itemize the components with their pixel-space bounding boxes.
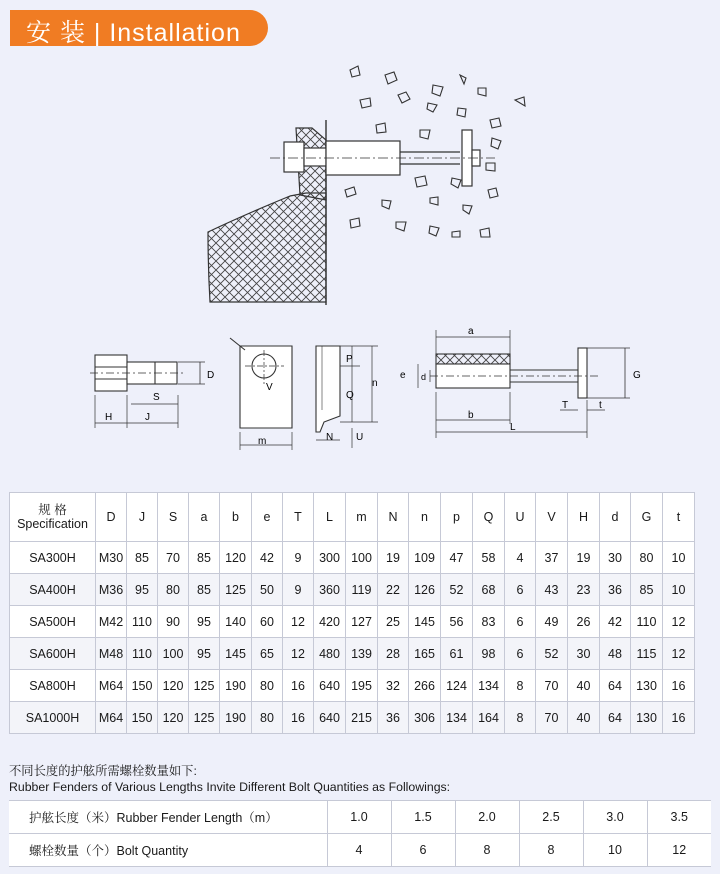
label-d: d [421, 372, 427, 382]
spec-value-cell: 125 [189, 670, 220, 702]
column-header-G: G [631, 493, 663, 542]
note-cn: 不同长度的护舷所需螺栓数量如下: [9, 764, 197, 778]
spec-value-cell: 42 [600, 606, 631, 638]
spec-value-cell: 52 [441, 574, 473, 606]
column-header-S: S [158, 493, 189, 542]
bolt-quantity-table [9, 800, 711, 867]
column-header-d: d [600, 493, 631, 542]
spec-value-cell: 119 [346, 574, 378, 606]
spec-value-cell: 306 [409, 702, 441, 734]
bolt-quantity-row-value: 6 [391, 834, 455, 867]
column-header-t: t [663, 493, 695, 542]
fender-length-row-value: 1.5 [391, 801, 455, 834]
label-G: G [633, 370, 641, 381]
spec-value-cell: 140 [220, 606, 252, 638]
spec-model-cell: SA600H [10, 638, 96, 670]
spec-value-cell: 6 [505, 574, 536, 606]
spec-value-cell: M48 [96, 638, 127, 670]
spec-value-cell: 28 [378, 638, 409, 670]
table-row [10, 574, 695, 606]
spec-value-cell: 420 [314, 606, 346, 638]
spec-value-cell: 8 [505, 702, 536, 734]
spec-value-cell: 61 [441, 638, 473, 670]
label-t: t [599, 400, 602, 411]
spec-value-cell: 68 [473, 574, 505, 606]
table-row [10, 606, 695, 638]
spec-value-cell: 164 [473, 702, 505, 734]
bolt-quantity-row-value: 8 [455, 834, 519, 867]
fender-length-row-value: 3.5 [647, 801, 711, 834]
spec-value-cell: 115 [631, 638, 663, 670]
label-V: V [266, 382, 273, 393]
label-T: T [562, 400, 569, 411]
spec-value-cell: 130 [631, 670, 663, 702]
column-header-b: b [220, 493, 252, 542]
spec-model-cell: SA300H [10, 542, 96, 574]
bolt-quantity-row [9, 834, 711, 867]
spec-value-cell: M42 [96, 606, 127, 638]
spec-value-cell: 95 [189, 606, 220, 638]
spec-header-specification [10, 493, 96, 542]
spec-header-en: Specification [17, 517, 88, 531]
spec-value-cell: 127 [346, 606, 378, 638]
spec-value-cell: 150 [127, 702, 158, 734]
label-D: D [207, 370, 215, 381]
spec-value-cell: 190 [220, 702, 252, 734]
spec-value-cell: 98 [473, 638, 505, 670]
spec-value-cell: M36 [96, 574, 127, 606]
spec-value-cell: 16 [283, 702, 314, 734]
column-header-a: a [189, 493, 220, 542]
spec-value-cell: 190 [220, 670, 252, 702]
column-header-m: m [346, 493, 378, 542]
column-header-H: H [568, 493, 600, 542]
spec-header-cn: 规 格 [38, 503, 67, 517]
spec-value-cell: 109 [409, 542, 441, 574]
column-header-n: n [409, 493, 441, 542]
spec-value-cell: 215 [346, 702, 378, 734]
fender-length-row-value: 2.5 [519, 801, 583, 834]
sleeve-assembly-diagram [418, 330, 630, 438]
bolt-quantity-row-value: 10 [583, 834, 647, 867]
spec-value-cell: 40 [568, 670, 600, 702]
spec-value-cell: 480 [314, 638, 346, 670]
spec-value-cell: 30 [600, 542, 631, 574]
spec-value-cell: 12 [663, 638, 695, 670]
spec-value-cell: 80 [252, 670, 283, 702]
label-P: P [346, 354, 353, 365]
label-e: e [400, 370, 406, 381]
spec-value-cell: 125 [220, 574, 252, 606]
spec-value-cell: 40 [568, 702, 600, 734]
specification-table [9, 492, 695, 734]
installation-drawing [0, 50, 720, 460]
column-header-p: p [441, 493, 473, 542]
spec-value-cell: 95 [127, 574, 158, 606]
spec-value-cell: 85 [631, 574, 663, 606]
spec-value-cell: 300 [314, 542, 346, 574]
spec-value-cell: 47 [441, 542, 473, 574]
spec-value-cell: 65 [252, 638, 283, 670]
spec-value-cell: 80 [631, 542, 663, 574]
fender-length-row-value: 2.0 [455, 801, 519, 834]
anchor-plate-diagram [230, 338, 292, 450]
table-row [10, 670, 695, 702]
spec-value-cell: 80 [158, 574, 189, 606]
spec-value-cell: 12 [283, 606, 314, 638]
bolt-quantity-row-value: 4 [327, 834, 391, 867]
spec-value-cell: 30 [568, 638, 600, 670]
spec-value-cell: 49 [536, 606, 568, 638]
spec-value-cell: 9 [283, 542, 314, 574]
column-header-J: J [127, 493, 158, 542]
label-L: L [510, 422, 516, 433]
spec-value-cell: 60 [252, 606, 283, 638]
spec-value-cell: 145 [220, 638, 252, 670]
bolt-quantity-row-label: 螺栓数量（个）Bolt Quantity [9, 834, 327, 867]
label-Q: Q [346, 390, 354, 401]
bolt-quantity-note [9, 763, 450, 795]
column-header-T: T [283, 493, 314, 542]
spec-value-cell: 100 [158, 638, 189, 670]
spec-value-cell: 12 [283, 638, 314, 670]
spec-value-cell: 80 [252, 702, 283, 734]
spec-model-cell: SA800H [10, 670, 96, 702]
spec-value-cell: 22 [378, 574, 409, 606]
table-row [10, 542, 695, 574]
spec-value-cell: 19 [568, 542, 600, 574]
spec-value-cell: 8 [505, 670, 536, 702]
spec-value-cell: 266 [409, 670, 441, 702]
spec-value-cell: 124 [441, 670, 473, 702]
spec-value-cell: 10 [663, 574, 695, 606]
spec-value-cell: 26 [568, 606, 600, 638]
label-N: N [326, 432, 334, 443]
spec-value-cell: 120 [220, 542, 252, 574]
spec-value-cell: 6 [505, 606, 536, 638]
spec-value-cell: 50 [252, 574, 283, 606]
spec-value-cell: 70 [536, 670, 568, 702]
spec-value-cell: 64 [600, 702, 631, 734]
spec-value-cell: 125 [189, 702, 220, 734]
label-U: U [356, 432, 364, 443]
column-header-e: e [252, 493, 283, 542]
column-header-V: V [536, 493, 568, 542]
spec-value-cell: 139 [346, 638, 378, 670]
spec-value-cell: 43 [536, 574, 568, 606]
column-header-U: U [505, 493, 536, 542]
label-S: S [153, 392, 160, 403]
spec-value-cell: 110 [127, 606, 158, 638]
spec-value-cell: 19 [378, 542, 409, 574]
spec-value-cell: 56 [441, 606, 473, 638]
label-H: H [105, 412, 113, 423]
spec-value-cell: M64 [96, 670, 127, 702]
bolt-quantity-row-value: 12 [647, 834, 711, 867]
spec-value-cell: 25 [378, 606, 409, 638]
spec-value-cell: 100 [346, 542, 378, 574]
spec-header-row [10, 493, 695, 542]
spec-value-cell: 640 [314, 670, 346, 702]
bolt-quantity-row-value: 8 [519, 834, 583, 867]
spec-value-cell: 70 [536, 702, 568, 734]
spec-value-cell: 10 [663, 542, 695, 574]
spec-value-cell: 110 [631, 606, 663, 638]
spec-value-cell: 640 [314, 702, 346, 734]
spec-value-cell: 134 [441, 702, 473, 734]
spec-value-cell: 83 [473, 606, 505, 638]
fender-length-row-label: 护舷长度（米）Rubber Fender Length（m） [9, 801, 327, 834]
spec-model-cell: SA1000H [10, 702, 96, 734]
spec-value-cell: 16 [663, 670, 695, 702]
spec-model-cell: SA400H [10, 574, 96, 606]
spec-value-cell: 32 [378, 670, 409, 702]
spec-value-cell: 70 [158, 542, 189, 574]
spec-value-cell: 6 [505, 638, 536, 670]
spec-value-cell: 126 [409, 574, 441, 606]
spec-value-cell: 36 [600, 574, 631, 606]
fender-length-row-value: 3.0 [583, 801, 647, 834]
spec-value-cell: 16 [283, 670, 314, 702]
column-header-D: D [96, 493, 127, 542]
spec-value-cell: 110 [127, 638, 158, 670]
spec-value-cell: 90 [158, 606, 189, 638]
spec-value-cell: 85 [189, 574, 220, 606]
spec-value-cell: 42 [252, 542, 283, 574]
label-m: m [258, 436, 267, 447]
spec-value-cell: 130 [631, 702, 663, 734]
spec-model-cell: SA500H [10, 606, 96, 638]
label-b: b [468, 410, 474, 421]
spec-value-cell: 120 [158, 702, 189, 734]
spec-value-cell: 64 [600, 670, 631, 702]
spec-value-cell: 360 [314, 574, 346, 606]
spec-value-cell: 52 [536, 638, 568, 670]
spec-value-cell: M64 [96, 702, 127, 734]
spec-value-cell: 85 [189, 542, 220, 574]
label-J: J [145, 412, 150, 423]
spec-value-cell: 95 [189, 638, 220, 670]
page-title: 安 装 | Installation [26, 19, 241, 47]
spec-value-cell: 145 [409, 606, 441, 638]
spec-value-cell: 12 [663, 606, 695, 638]
column-header-N: N [378, 493, 409, 542]
spec-value-cell: 134 [473, 670, 505, 702]
spec-value-cell: 195 [346, 670, 378, 702]
column-header-Q: Q [473, 493, 505, 542]
note-en: Rubber Fenders of Various Lengths Invite Different Bolt Quantities as Followings: [9, 780, 451, 794]
spec-value-cell: 48 [600, 638, 631, 670]
spec-value-cell: 36 [378, 702, 409, 734]
table-row [10, 638, 695, 670]
spec-value-cell: 37 [536, 542, 568, 574]
fender-length-row [9, 801, 711, 834]
label-a: a [468, 326, 474, 337]
spec-value-cell: 58 [473, 542, 505, 574]
spec-value-cell: M30 [96, 542, 127, 574]
spec-value-cell: 150 [127, 670, 158, 702]
spec-value-cell: 120 [158, 670, 189, 702]
spec-value-cell: 4 [505, 542, 536, 574]
column-header-L: L [314, 493, 346, 542]
table-row [10, 702, 695, 734]
fender-length-row-value: 1.0 [327, 801, 391, 834]
spec-value-cell: 23 [568, 574, 600, 606]
label-n: n [372, 378, 378, 389]
spec-value-cell: 9 [283, 574, 314, 606]
spec-value-cell: 85 [127, 542, 158, 574]
spec-value-cell: 16 [663, 702, 695, 734]
spec-value-cell: 165 [409, 638, 441, 670]
